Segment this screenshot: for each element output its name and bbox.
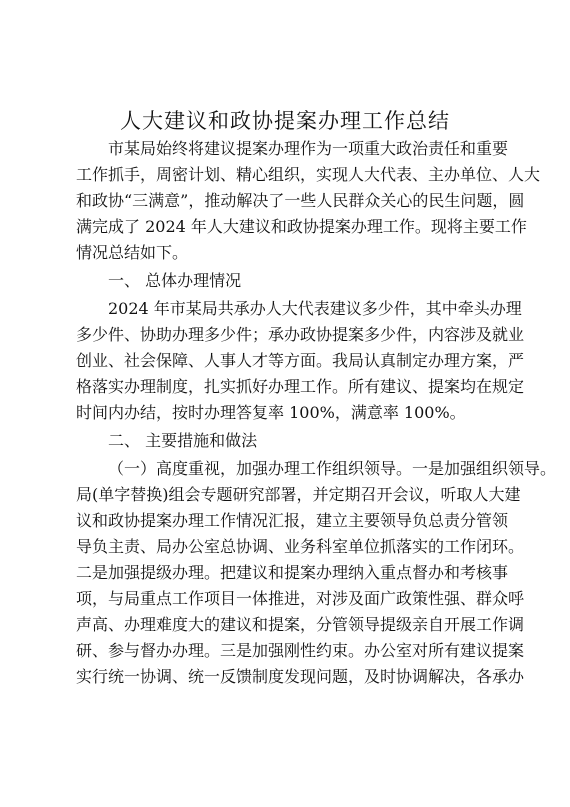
section-2-line-1: （一）高度重视，加强办理工作组织领导。一是加强组织领导。 (108, 459, 557, 478)
section-1-line-3: 创业、社会保障、人事人才等方面。我局认真制定办理方案，严 (76, 351, 525, 370)
intro-line-1: 市某局始终将建议提案办理作为一项重大政治责任和重要 (108, 139, 509, 158)
section-2-line-5: 二是加强提级办理。把建议和提案办理纳入重点督办和考核事 (76, 563, 509, 582)
section-2-heading: 二、 主要措施和做法 (108, 431, 258, 450)
intro-line-3: 和政协“三满意”，推动解决了一些人民群众关心的民生问题，圆 (76, 191, 525, 210)
section-2-line-6: 项，与局重点工作项目一体推进，对涉及面广政策性强、群众呼 (76, 589, 525, 608)
document-title: 人大建议和政协提案办理工作总结 (120, 109, 450, 133)
section-2-line-4: 导负主责、局办公室总协调、业务科室单位抓落实的工作闭环。 (76, 537, 525, 556)
intro-line-5: 情况总结如下。 (76, 243, 189, 262)
section-2-line-2: 局(单字替换)组会专题研究部署，并定期召开会议，听取人大建 (76, 485, 521, 504)
section-2-line-9: 实行统一协调、统一反馈制度发现问题，及时协调解决，各承办 (76, 667, 525, 686)
section-2-line-7: 声高、办理难度大的建议和提案，分管领导提级亲自开展工作调 (76, 615, 525, 634)
intro-line-4: 满完成了 2024 年人大建议和政协提案办理工作。现将主要工作 (76, 217, 527, 236)
section-2-line-8: 研、参与督办办理。三是加强刚性约束。办公室对所有建议提案 (76, 641, 525, 660)
section-1-heading: 一、 总体办理情况 (108, 271, 242, 290)
intro-line-2: 工作抓手，周密计划、精心组织，实现人大代表、主办单位、人大 (76, 165, 541, 184)
section-2-line-3: 议和政协提案办理工作情况汇报，建立主要领导负总责分管领 (76, 511, 509, 530)
section-1-line-5: 时间内办结，按时办理答复率 100%，满意率 100%。 (76, 403, 466, 422)
section-1-line-1: 2024 年市某局共承办人大代表建议多少件，其中牵头办理 (108, 299, 522, 318)
section-1-line-2: 多少件、协助办理多少件；承办政协提案多少件，内容涉及就业 (76, 325, 525, 344)
section-1-line-4: 格落实办理制度，扎实抓好办理工作。所有建议、提案均在规定 (76, 377, 525, 396)
